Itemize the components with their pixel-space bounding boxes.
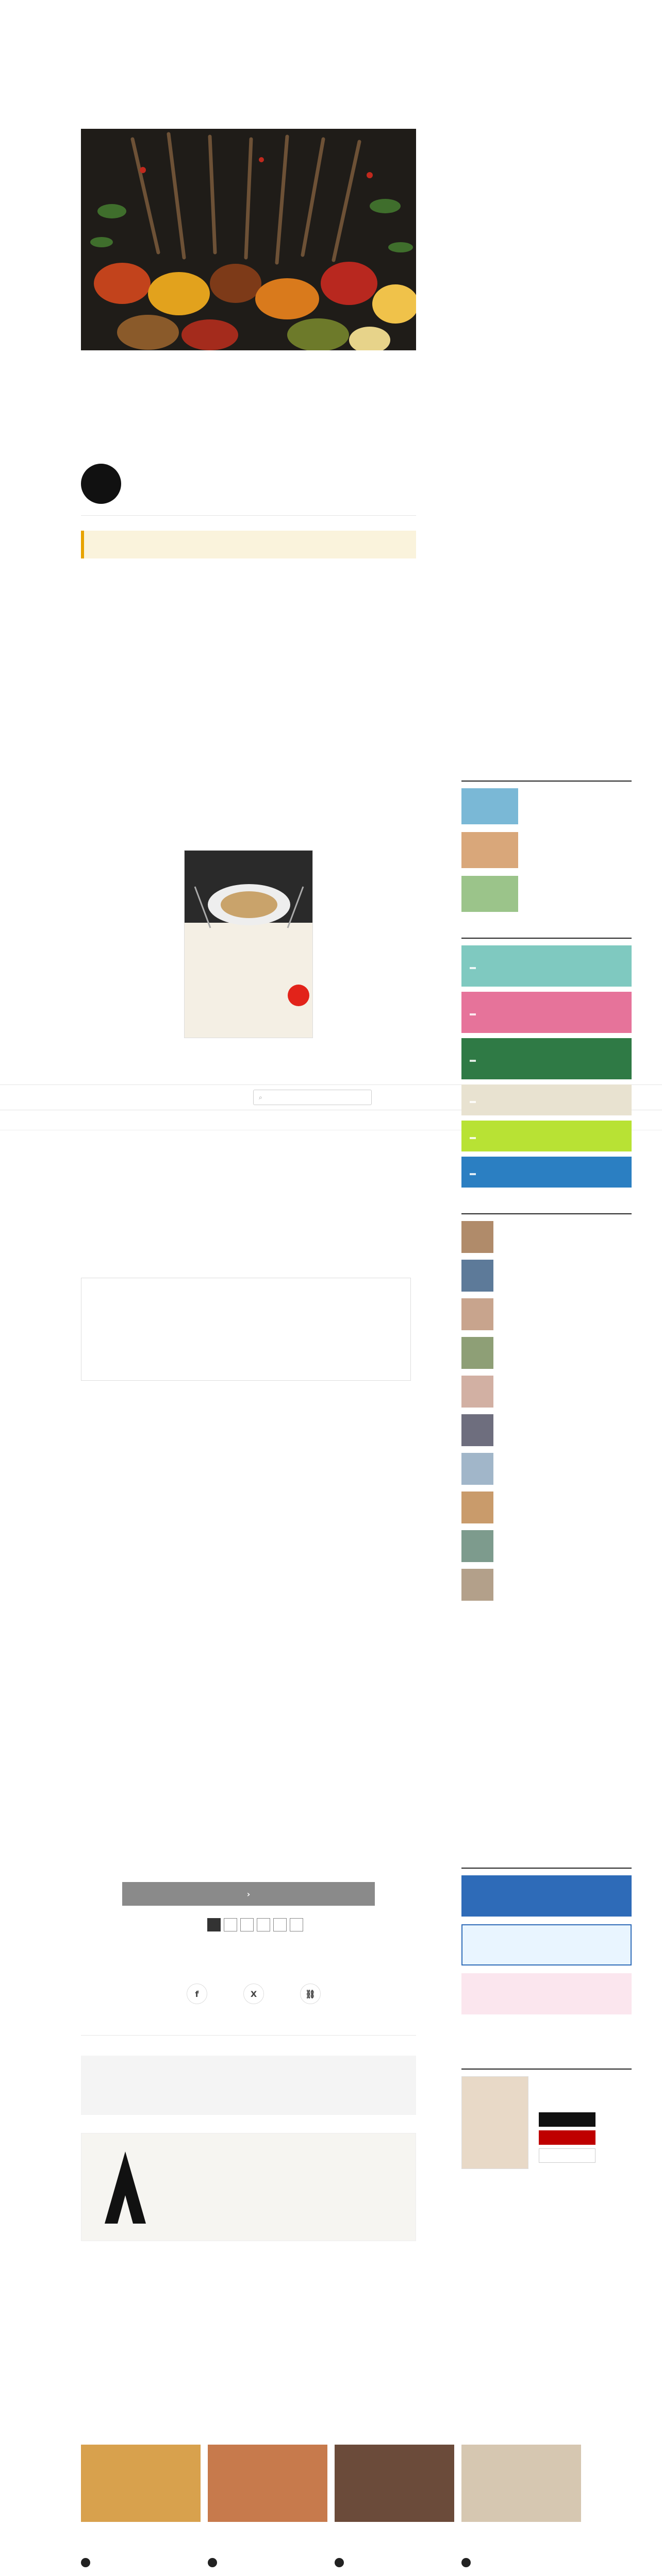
related-card[interactable] [461,2445,581,2571]
ranking-item[interactable] [461,1260,632,1292]
link-icon: ⛓ [300,1984,321,2004]
ranking-item[interactable] [461,1569,632,1601]
related-card[interactable] [335,2445,454,2571]
buy-rakuten-button[interactable] [539,2130,595,2145]
thumbnail [461,876,518,912]
x-icon: X [243,1984,264,2004]
author-block[interactable] [81,464,129,504]
world-banner-do-well[interactable] [461,1121,632,1151]
book-cover [184,850,313,1038]
thumbnail [461,832,518,868]
divider [81,2035,416,2036]
promo-banner-sdgs[interactable] [461,1875,632,1917]
sidebar-article[interactable] [461,876,632,912]
section-heading [81,531,416,558]
world-banner-edu[interactable] [461,992,632,1033]
ranking-item[interactable] [461,1376,632,1408]
ranking-item[interactable] [461,1337,632,1369]
promo-banner-lesson[interactable] [461,1924,632,1965]
avatar [208,2558,217,2567]
page-link[interactable] [257,1918,270,1931]
ranking-item[interactable] [461,1298,632,1330]
next-page-button[interactable] [122,1882,375,1906]
ranking-item[interactable] [461,1414,632,1446]
divider [461,1868,632,1869]
share-buttons [187,1984,321,2008]
share-x[interactable] [243,1984,264,2008]
thumbnail [208,2445,327,2522]
ranking-item[interactable] [461,1221,632,1253]
share-copy-url[interactable] [300,1984,321,2008]
avatar [81,2558,90,2567]
world-banner-jaxury[interactable] [461,1084,632,1115]
world-banner-cotton[interactable] [461,1157,632,1188]
world-banner-earth[interactable] [461,1038,632,1079]
ad-logo-icon [102,2149,148,2226]
ranking-item[interactable] [461,1453,632,1485]
related-tags [81,2056,416,2115]
buy-7net-button[interactable] [539,2148,595,2163]
page-link[interactable] [273,1918,287,1931]
related-card[interactable] [81,2445,201,2571]
divider [461,781,632,782]
sidebar-article[interactable] [461,832,632,868]
page-next[interactable] [290,1918,303,1931]
thumbnail [81,2445,201,2522]
divider [81,515,416,516]
buy-amazon-button[interactable] [539,2112,595,2127]
page-link[interactable] [224,1918,237,1931]
search-input[interactable] [253,1090,372,1105]
divider [461,938,632,939]
thumbnail [461,788,518,824]
facebook-icon: f [187,1984,207,2004]
ad-banner[interactable] [81,2133,416,2241]
share-facebook[interactable] [187,1984,207,2008]
magazine-cover [461,2076,528,2169]
ranking-item[interactable] [461,1530,632,1562]
divider [461,1213,632,1214]
ranking-item[interactable] [461,1492,632,1523]
pagination [207,1918,303,1931]
page-link[interactable] [240,1918,254,1931]
search-icon: ⌕ [259,1093,262,1101]
thumbnail [461,2445,581,2522]
related-card[interactable] [208,2445,327,2571]
thumbnail [335,2445,454,2522]
promo-banner[interactable] [461,1973,632,2014]
chevron-right-icon: › [246,1889,251,1899]
hero-image [81,129,416,350]
world-banner-s-trip[interactable] [461,945,632,987]
avatar [335,2558,344,2567]
lead-list [81,1136,416,1147]
page-link[interactable] [207,1918,221,1931]
avatar [461,2558,471,2567]
divider [461,2069,632,2070]
sidebar-article[interactable] [461,788,632,824]
author-avatar [81,464,121,504]
previous-articles-box [81,1278,411,1381]
related-grid [81,2445,581,2576]
